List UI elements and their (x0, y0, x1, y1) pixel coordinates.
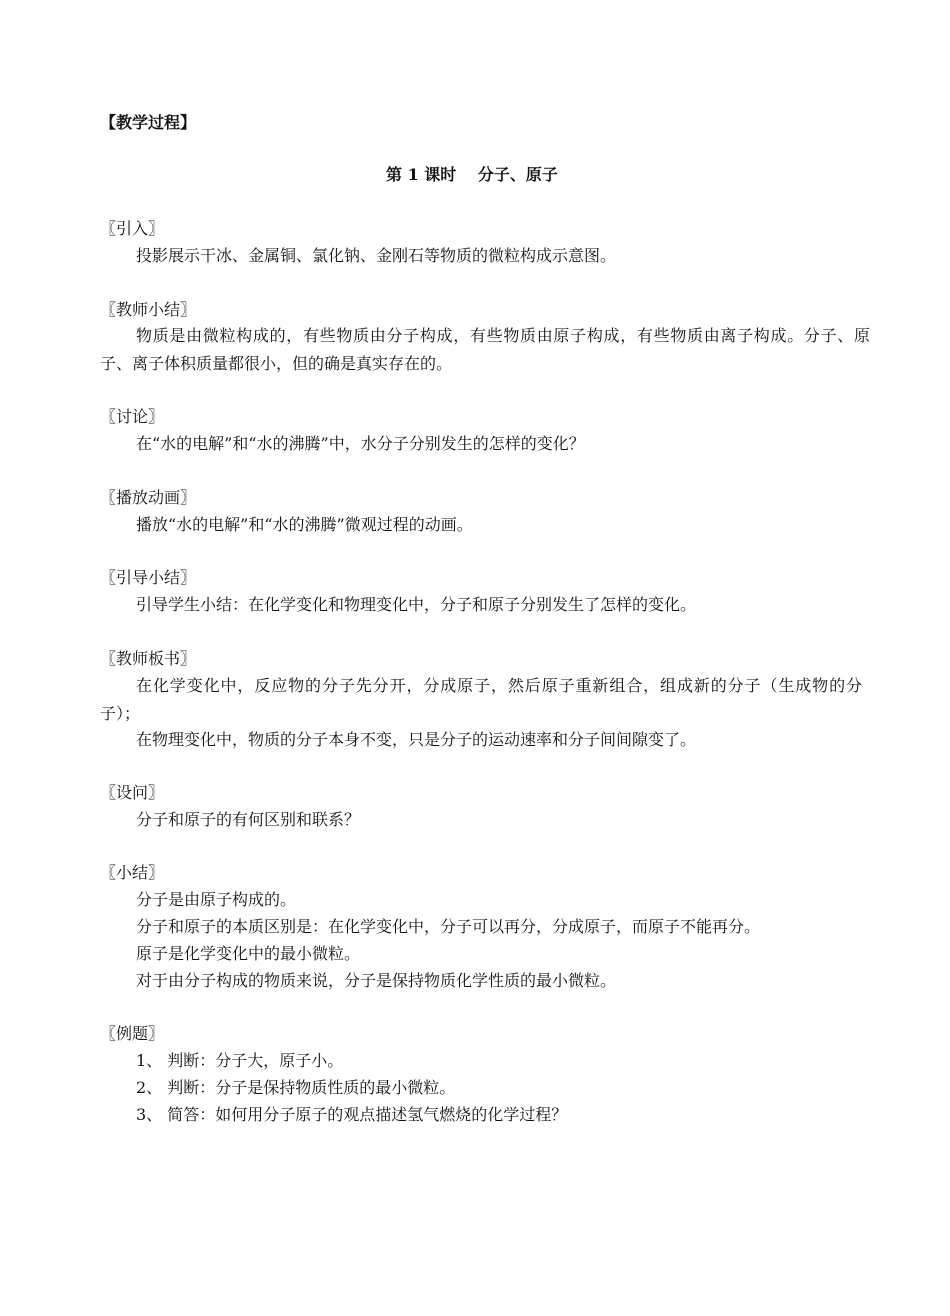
example-item: 1、 判断：分子大，原子小。 (136, 1051, 344, 1070)
teacher-summary-label: 〖教师小结〗 (100, 300, 197, 319)
question-label: 〖设问〗 (100, 783, 165, 802)
example-item: 2、 判断：分子是保持物质性质的最小微粒。 (136, 1078, 456, 1097)
intro-line: 投影展示干冰、金属铜、氯化钠、金刚石等物质的微粒构成示意图。 (136, 246, 617, 265)
board-paragraph-2: 在物理变化中，物质的分子本身不变，只是分子的运动速率和分子间间隙变了。 (136, 730, 697, 749)
guided-summary-line: 引导学生小结：在化学变化和物理变化中，分子和原子分别发生了怎样的变化。 (136, 595, 697, 614)
example-item: 3、 简答：如何用分子原子的观点描述氢气燃烧的化学过程？ (136, 1105, 568, 1124)
question-line: 分子和原子的有何区别和联系？ (136, 810, 361, 829)
lesson-title: 第 1 课时 分子、原子 (386, 165, 558, 184)
intro-label: 〖引入〗 (100, 219, 165, 238)
guided-summary-label: 〖引导小结〗 (100, 568, 197, 587)
board-paragraph-1: 在化学变化中，反应物的分子先分开，分成原子，然后原子重新组合，组成新的分子（生成物的分子）； (100, 676, 862, 723)
teacher-summary-paragraph: 物质是由微粒构成的，有些物质由分子构成，有些物质由原子构成，有些物质由离子构成。分子、原子、离子体积质量都很小，但的确是真实存在的。 (100, 326, 870, 373)
summary-line: 分子是由原子构成的。 (136, 890, 297, 909)
summary-line: 原子是化学变化中的最小微粒。 (136, 944, 361, 963)
animation-line: 播放“水的电解”和“水的沸腾”微观过程的动画。 (136, 515, 473, 534)
summary-label: 〖小结〗 (100, 863, 165, 882)
board-label: 〖教师板书〗 (100, 649, 197, 668)
discussion-line: 在“水的电解”和“水的沸腾”中，水分子分别发生的怎样的变化？ (136, 434, 585, 453)
animation-label: 〖播放动画〗 (100, 488, 197, 507)
examples-label: 〖例题〗 (100, 1024, 165, 1043)
discussion-label: 〖讨论〗 (100, 407, 165, 426)
summary-line: 对于由分子构成的物质来说，分子是保持物质化学性质的最小微粒。 (136, 971, 617, 990)
section-heading: 【教学过程】 (100, 113, 197, 132)
summary-line: 分子和原子的本质区别是：在化学变化中，分子可以再分，分成原子，而原子不能再分。 (136, 917, 761, 936)
